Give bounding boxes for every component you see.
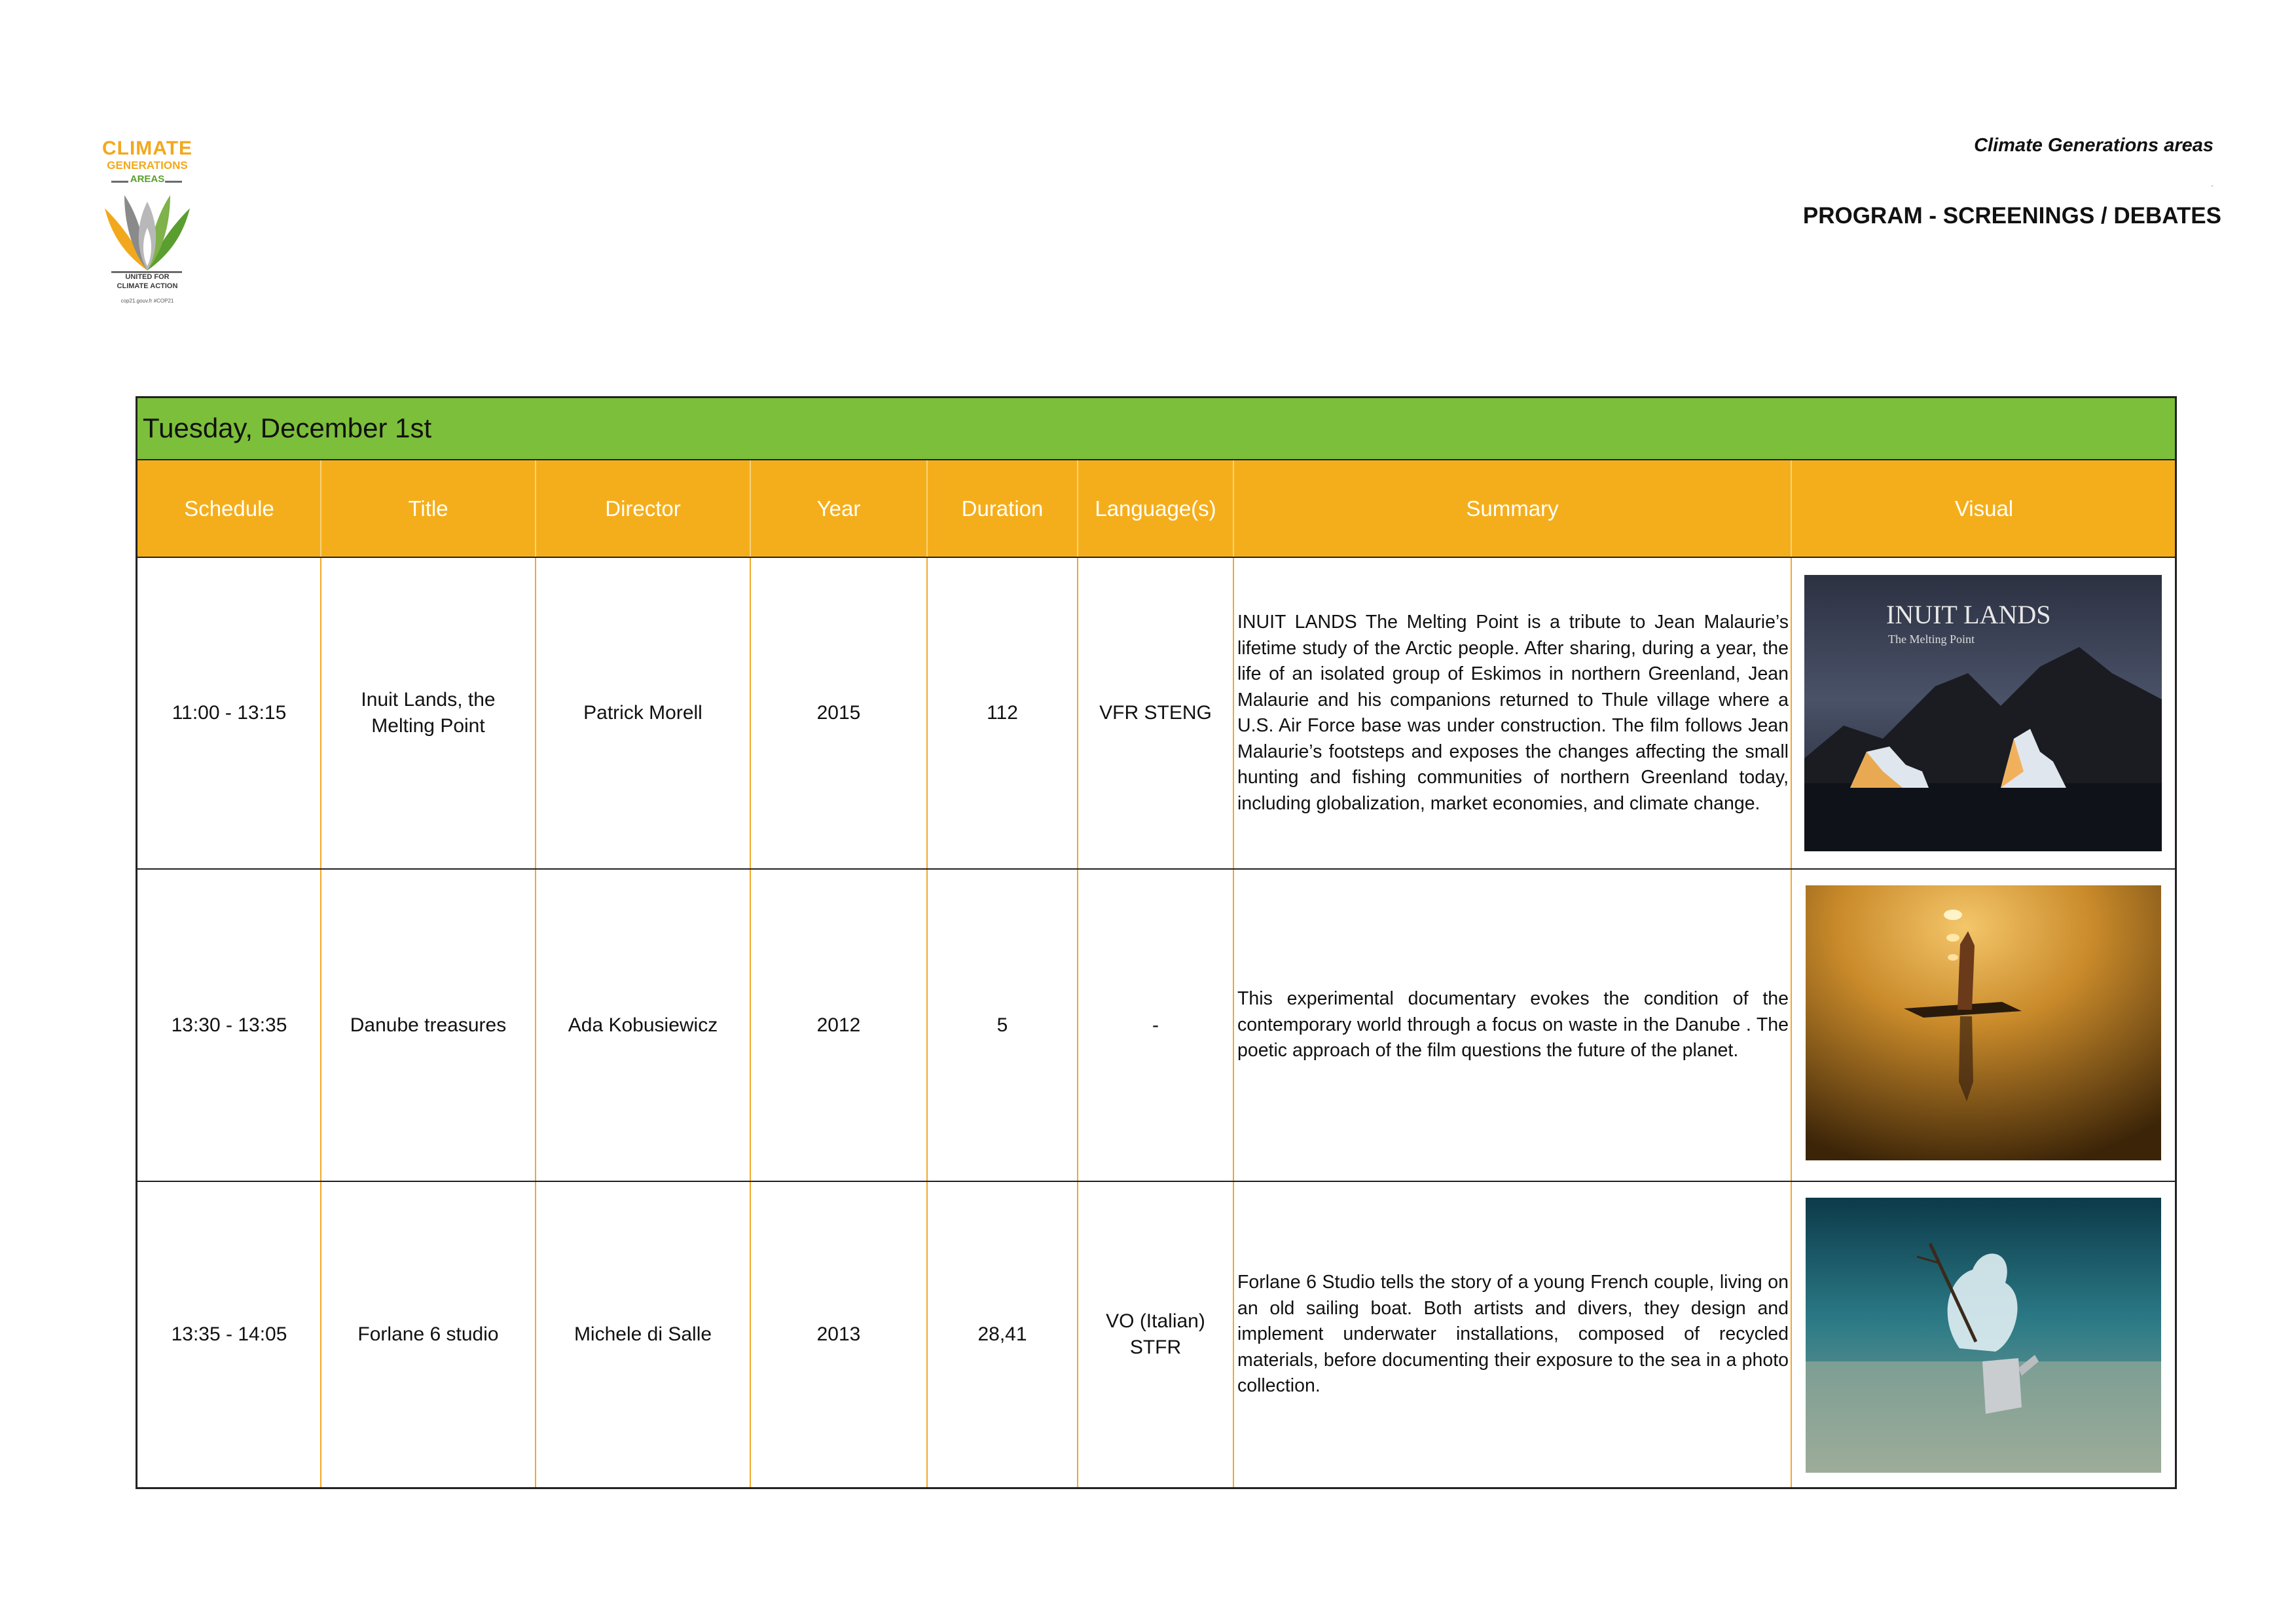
column-divider: [1791, 558, 1792, 868]
languages-cell: VO (Italian) STFR: [1106, 1310, 1205, 1358]
summary-text: INUIT LANDS The Melting Point is a tribute to Jean Malaurie’s lifetime study of the Arctic people. After sharing, during a year, the life of an isolated group of Eskimos in northern Greenland, Jean Malaurie and his companions returned to Thule village where a U.S. Air Force base was under construction. The film follows Jean Malaurie’s footsteps and exposes the changes affecting the small hunting and fishing communities of northern Greenland today, including globalization, market economies, and climate change.: [1237, 612, 1789, 814]
column-divider: [926, 558, 928, 868]
column-divider: [1791, 1182, 1792, 1487]
column-divider: [1077, 558, 1078, 868]
languages-cell: VFR STENG: [1099, 702, 1212, 724]
table-row: [137, 558, 2175, 870]
column-divider: [750, 558, 751, 868]
table-row: [137, 1182, 2175, 1487]
duration-cell: 112: [987, 702, 1018, 724]
summary-cell: [1233, 1182, 1791, 1487]
header-divider: [1791, 460, 1792, 557]
underwater-installation-image: [1806, 1198, 2161, 1473]
schedule-cell: 13:30 - 13:35: [171, 1014, 287, 1036]
director-cell: Patrick Morell: [583, 702, 702, 724]
film-still-image: [1806, 885, 2161, 1160]
program-table: [136, 396, 2177, 1489]
header-divider: [750, 460, 751, 557]
column-divider: [926, 1182, 928, 1487]
film-still-image: [1806, 1198, 2161, 1473]
column-divider: [926, 870, 928, 1181]
column-divider: [750, 870, 751, 1181]
director-cell: Ada Kobusiewicz: [568, 1014, 718, 1036]
header-divider: [1077, 460, 1078, 557]
still-subtitle: The Melting Point: [1888, 633, 1975, 646]
logo-line-1: CLIMATE: [101, 138, 193, 159]
col-header-summary: Summary: [1466, 496, 1559, 521]
page-title: PROGRAM - SCREENINGS / DEBATES: [1802, 203, 2221, 229]
logo-rule-right: [165, 181, 182, 183]
logo-line-2: GENERATIONS: [107, 159, 188, 172]
column-divider: [535, 1182, 536, 1487]
column-divider: [1077, 870, 1078, 1181]
header-divider: [320, 460, 321, 557]
header-dot: -: [2211, 181, 2214, 190]
film-still-image: [1804, 575, 2162, 851]
col-header-duration: Duration: [961, 496, 1044, 521]
logo-line-3: AREAS: [130, 174, 165, 185]
duration-cell: 5: [996, 1014, 1008, 1036]
director-cell: Michele di Salle: [574, 1323, 712, 1345]
bottle-on-golden-water-image: [1806, 885, 2161, 1160]
year-cell: 2015: [816, 702, 861, 724]
column-divider: [535, 870, 536, 1181]
year-cell: 2013: [816, 1323, 861, 1345]
header-subtitle: Climate Generations areas: [1974, 135, 2214, 156]
col-header-year: Year: [816, 496, 861, 521]
summary-text: This experimental documentary evokes the condition of the contemporary world through a focus on waste in the Danube . The poetic approach of the film questions the future of the planet.: [1237, 988, 1789, 1061]
col-header-languages: Language(s): [1095, 496, 1216, 521]
program-date: Tuesday, December 1st: [143, 413, 432, 443]
title-cell: Inuit Lands, the Melting Point: [361, 689, 496, 737]
climate-generations-logo: [98, 126, 196, 316]
year-cell: 2012: [816, 1014, 861, 1036]
summary-cell: [1233, 870, 1791, 1181]
header-divider: [926, 460, 928, 557]
summary-cell: [1233, 558, 1791, 868]
logo-tagline-3: cop21.gouv.fr #COP21: [120, 298, 174, 304]
col-header-director: Director: [605, 496, 681, 521]
title-cell: Forlane 6 studio: [357, 1323, 499, 1345]
schedule-cell: 13:35 - 14:05: [171, 1323, 287, 1345]
header-divider: [1233, 460, 1234, 557]
schedule-cell: 11:00 - 13:15: [172, 702, 287, 724]
col-header-title: Title: [408, 496, 448, 521]
arctic-icebergs-image: [1804, 575, 2162, 851]
column-divider: [1233, 1182, 1234, 1487]
col-header-schedule: Schedule: [184, 496, 274, 521]
column-divider: [1077, 1182, 1078, 1487]
column-divider: [1233, 870, 1234, 1181]
still-title: INUIT LANDS: [1886, 600, 2051, 629]
column-divider: [535, 558, 536, 868]
summary-text: Forlane 6 Studio tells the story of a young French couple, living on an old sailing boat. Both artists and divers, they design and implement underwater installations, composed of recycled materials, before documenting their exposure to the sea in a photo collection.: [1237, 1272, 1789, 1397]
table-row: [137, 870, 2175, 1182]
date-bar: [137, 398, 2175, 460]
table-header-row: [137, 460, 2175, 558]
column-divider: [750, 1182, 751, 1487]
languages-cell: -: [1152, 1014, 1159, 1036]
leaf-flame-icon: [98, 189, 196, 274]
logo-tagline-2: CLIMATE ACTION: [117, 282, 178, 290]
column-divider: [1791, 870, 1792, 1181]
column-divider: [320, 558, 321, 868]
duration-cell: 28,41: [977, 1323, 1027, 1345]
column-divider: [320, 870, 321, 1181]
logo-tagline-1: UNITED FOR: [125, 273, 170, 281]
column-divider: [1233, 558, 1234, 868]
title-cell: Danube treasures: [350, 1014, 507, 1036]
col-header-visual: Visual: [1954, 496, 2014, 521]
header-divider: [535, 460, 536, 557]
column-divider: [320, 1182, 321, 1487]
